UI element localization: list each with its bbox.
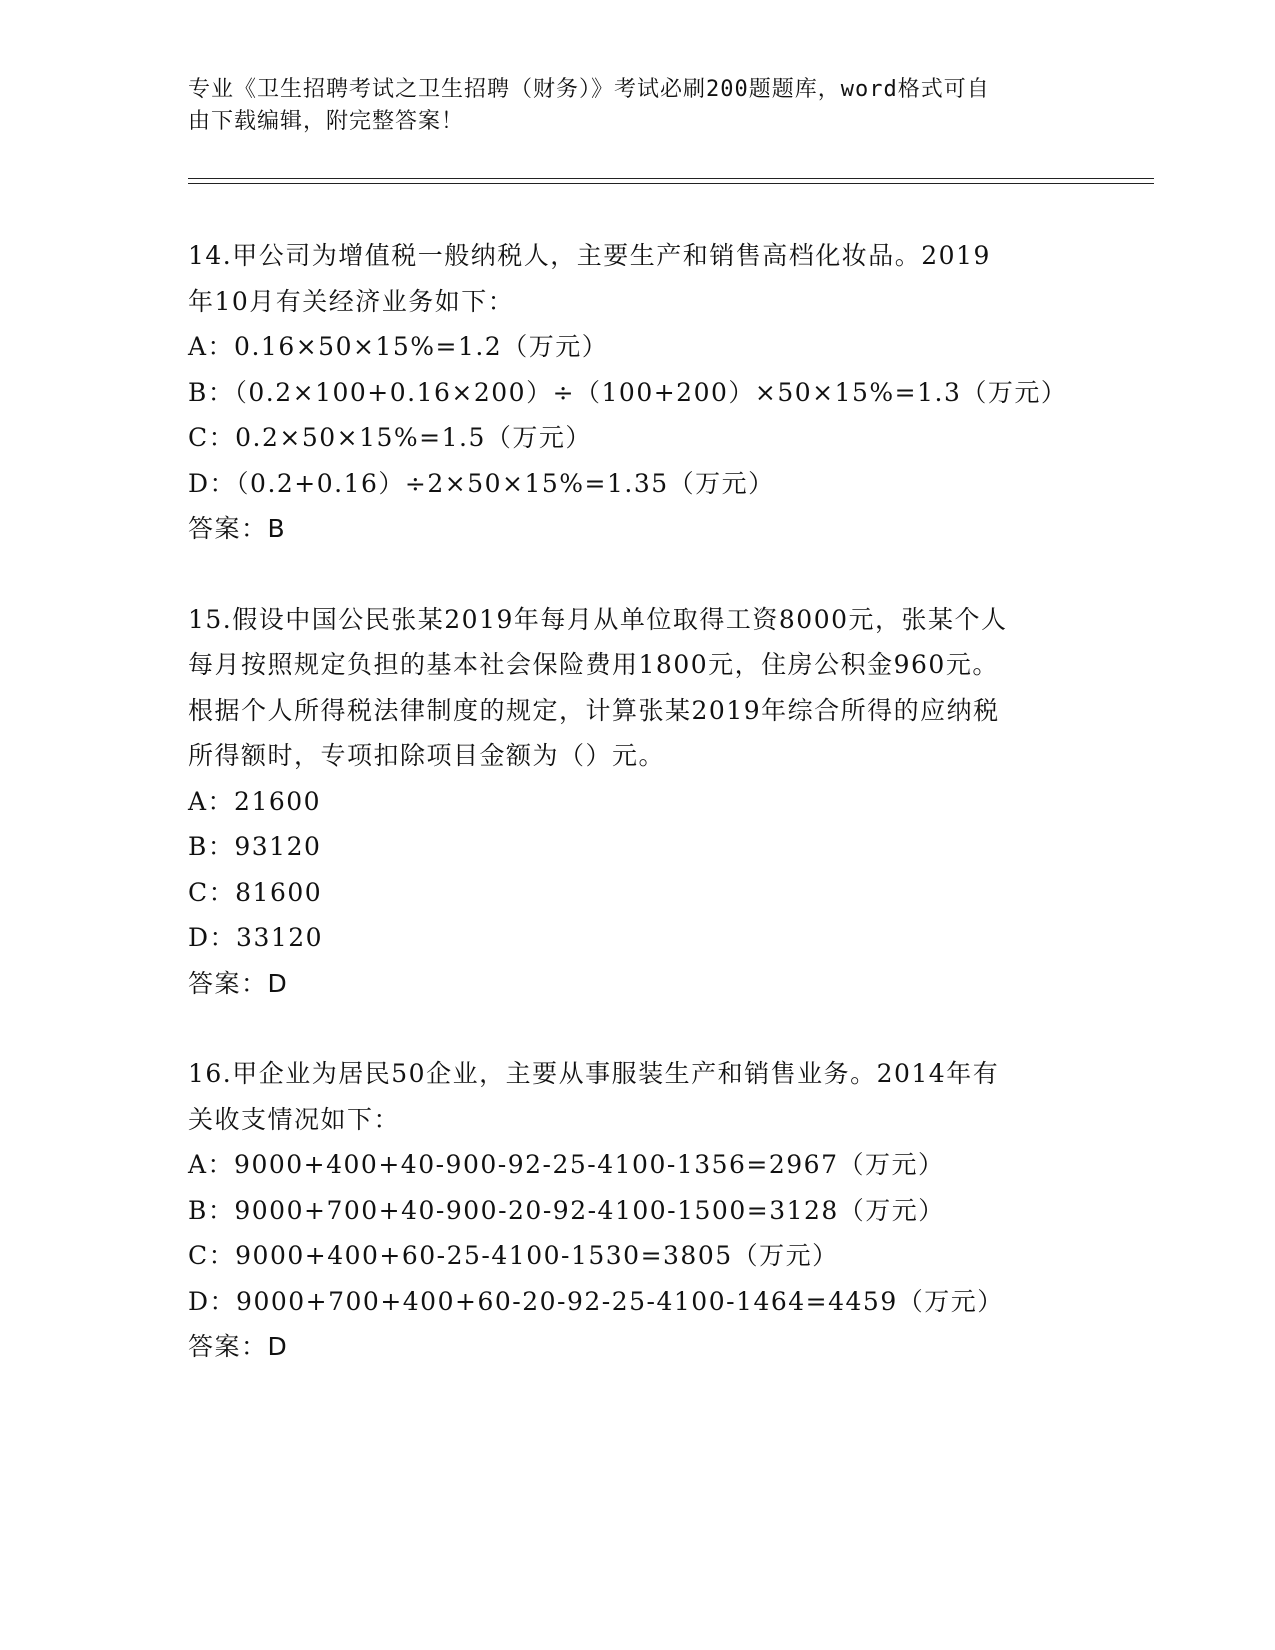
question-stem-line: 14.甲公司为增值税一般纳税人，主要生产和销售高档化妆品。2019	[188, 241, 991, 270]
question-15	[188, 597, 1088, 1007]
option-a: A：9000+400+40-900-92-25-4100-1356=2967（万元）	[188, 1150, 945, 1179]
question-list	[188, 233, 1088, 1415]
question-stem-line: 根据个人所得税法律制度的规定，计算张某2019年综合所得的应纳税	[188, 695, 1000, 725]
option-d: D：33120	[188, 923, 324, 952]
header-line-2: 由下载编辑，附完整答案！	[188, 109, 465, 134]
question-stem-line: 16.甲企业为居民50企业，主要从事服装生产和销售业务。2014年有	[188, 1059, 1000, 1088]
header-divider-top	[188, 178, 1154, 179]
question-stem-line: 所得额时，专项扣除项目金额为（）元。	[188, 741, 666, 770]
question-stem-line: 关收支情况如下：	[188, 1104, 401, 1134]
question-14	[188, 233, 1088, 552]
option-b: B：（0.2×100+0.16×200）÷（100+200）×50×15%=1.3（万元）	[188, 377, 1068, 407]
option-c: C：0.2×50×15%=1.5（万元）	[188, 423, 592, 452]
option-d: D：9000+700+400+60-20-92-25-4100-1464=4459（万元）	[188, 1286, 1004, 1316]
option-c: C：9000+400+60-25-4100-1530=3805（万元）	[188, 1241, 839, 1270]
answer-label: 答案：B	[188, 514, 287, 543]
header-line-1: 专业《卫生招聘考试之卫生招聘（财务）》考试必刷200题题库，word格式可自	[188, 77, 990, 102]
question-stem-line: 每月按照规定负担的基本社会保险费用1800元，住房公积金960元。	[188, 650, 999, 679]
option-d: D：（0.2+0.16）÷2×50×15%=1.35（万元）	[188, 468, 775, 498]
header-divider-bottom	[188, 183, 1154, 184]
option-b: B：9000+700+40-900-20-92-4100-1500=3128（万元）	[188, 1195, 945, 1225]
option-b: B：93120	[188, 832, 322, 861]
document-header	[188, 74, 1068, 138]
question-stem-line: 年10月有关经济业务如下：	[188, 286, 515, 316]
option-a: A：21600	[188, 786, 322, 816]
question-stem-line: 15.假设中国公民张某2019年每月从单位取得工资8000元，张某个人	[188, 604, 1008, 634]
option-a: A：0.16×50×15%=1.2（万元）	[188, 332, 609, 361]
option-c: C：81600	[188, 877, 323, 907]
question-16	[188, 1051, 1088, 1370]
answer-label: 答案：D	[188, 968, 289, 998]
answer-label: 答案：D	[188, 1332, 289, 1361]
